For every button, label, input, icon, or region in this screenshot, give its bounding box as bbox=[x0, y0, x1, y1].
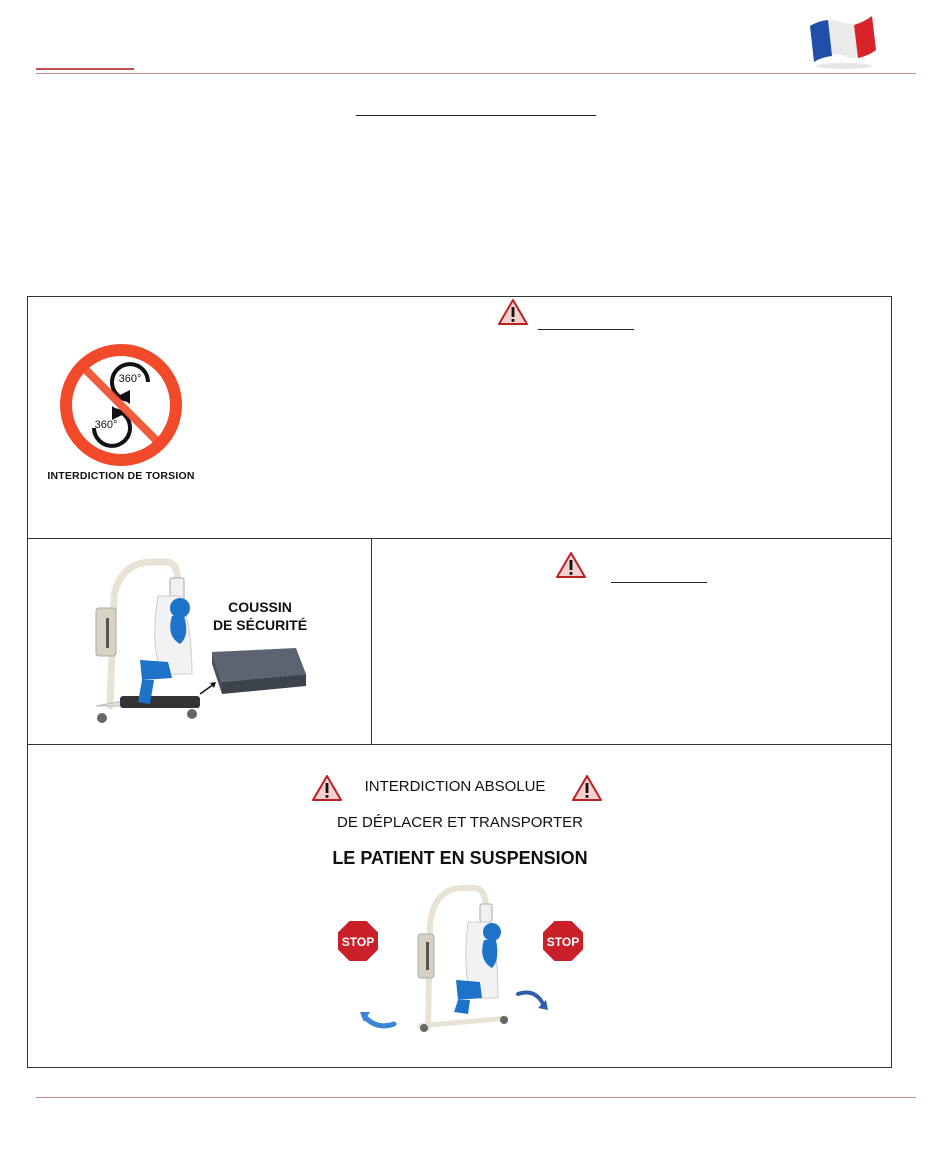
cushion-label bbox=[210, 598, 310, 634]
rotation-label: 360° bbox=[118, 373, 142, 385]
stop-sign-label: STOP bbox=[341, 935, 375, 949]
header-accent-tab bbox=[36, 68, 134, 70]
prohibition-subheading: DE DÉPLACER ET TRANSPORTER bbox=[337, 814, 583, 831]
torsion-caption: INTERDICTION DE TORSION bbox=[47, 470, 195, 482]
cushion-label-line1: COUSSIN bbox=[228, 599, 292, 615]
stop-sign-label: STOP bbox=[546, 935, 580, 949]
no-rotation-icon bbox=[56, 340, 186, 470]
french-flag-icon bbox=[806, 8, 878, 70]
warning-triangle-icon bbox=[311, 774, 343, 802]
header-rule bbox=[36, 73, 916, 74]
stop-sign-icon bbox=[540, 918, 586, 964]
stop-sign-icon bbox=[335, 918, 381, 964]
warning-triangle-icon bbox=[571, 774, 603, 802]
warning-triangle-icon bbox=[555, 551, 587, 579]
rotation-arrow-icon bbox=[358, 1002, 398, 1032]
footer-rule bbox=[36, 1097, 916, 1098]
cushion-warning-panel bbox=[371, 538, 892, 745]
warning-triangle-icon bbox=[497, 298, 529, 326]
warning-heading-underline bbox=[538, 329, 634, 330]
patient-lift-illustration bbox=[398, 880, 522, 1050]
prohibition-heading: INTERDICTION ABSOLUE bbox=[364, 778, 546, 795]
cushion-label-line2: DE SÉCURITÉ bbox=[212, 617, 308, 633]
patient-lift-illustration bbox=[80, 556, 320, 731]
warning-heading-underline bbox=[611, 582, 707, 583]
rotation-arrow-icon bbox=[514, 986, 550, 1014]
title-underline bbox=[356, 115, 596, 116]
prohibition-emphasis: LE PATIENT EN SUSPENSION bbox=[332, 848, 588, 868]
rotation-label: 360° bbox=[94, 419, 118, 431]
